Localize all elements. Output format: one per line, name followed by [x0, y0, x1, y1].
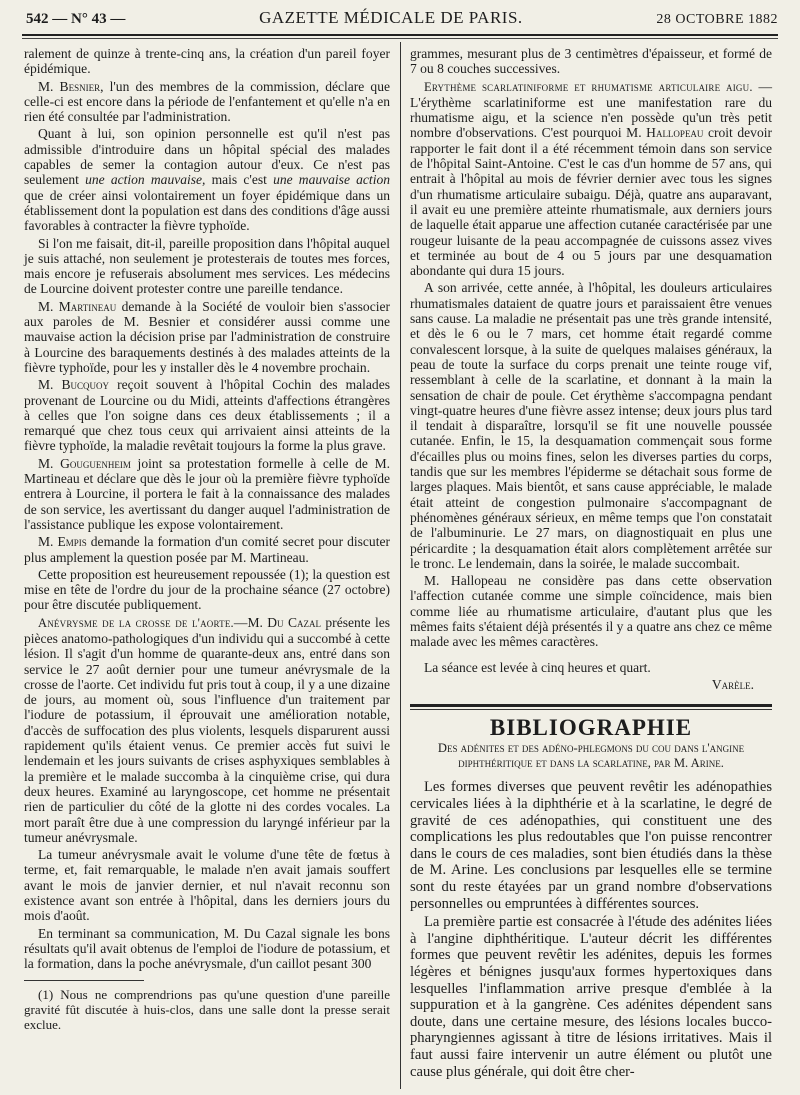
- paragraph-text: joint sa protestation formelle à celle de M. Martineau et déclare que dès le jour où la première fièvre typhoïde entrera à Lourcine, il portera le fait à la connaissance des malades de son service, les avertissant du danger auquel l'administration de l'assistance publique les expose volontairement.: [24, 455, 391, 532]
- paragraph-text: croit devoir rapporter le fait dont il a été récemment témoin dans son service de l'hôpital Saint-Antoine. C'est le cas d'un homme de 57 ans, qui entrait à l'hôpital au mois de février dernier avec tous les signes d'un rhumatisme articulaire subaigu. Déjà, quatre ans auparavant, il avait eu une première atteinte rhumatismale, aux derniers jours de laquelle était apparue une affection cutanée caractérisée par une rougeur luisante de la peau accompagnée de cuissons assez vives et terminée au bout de 4 ou 5 jours par une desquamation abondante qui dura 15 jours.: [410, 125, 772, 279]
- speaker-name: —M. Du Cazal: [233, 614, 321, 630]
- footnote-rule: [24, 980, 144, 981]
- signature: Varèle.: [711, 676, 754, 692]
- section-rule-thin: [410, 709, 772, 710]
- paragraph-text: reçoit souvent à l'hôpital Cochin des malades provenant de Lourcine ou du Midi, atteints d'affections étrangères à celles que l'on soigne dans ces deux établissements ; il a remarqué que chez tous ceux qui arrivaient ainsi atteints de la fièvre typhoïde, la maladie revêtait toujours la forme la plus grave.: [24, 377, 390, 454]
- paragraph: grammes, mesurant plus de 3 centimètres d'épaisseur, et formé de 7 ou 8 couches successives.: [410, 46, 772, 77]
- paragraph-text: Quant à lui, son opinion personnelle est qu'il n'est pas admissible d'introduire dans un hôpital spécial des malades capables de semer la contagion autour d'eux. Ce n'est pas seulement: [24, 126, 390, 188]
- italic-text: une action mauvaise,: [85, 172, 206, 188]
- issue-number: — N° 43 —: [52, 11, 126, 27]
- paragraph: [24, 299, 390, 375]
- bibliography-subtitle: Des adénites et des adéno-phlegmons du cou dans l'angine diphthéritique et dans la scarlatine, par M. Arine.: [437, 741, 745, 771]
- page-number: 542: [26, 11, 49, 27]
- paragraph: La première partie est consacrée à l'étude des adénites liées à l'angine diphthéritique. L'auteur décrit les différentes formes que peuvent revêtir les adénites, depuis les formes légères et bénignes jusqu'aux formes hypertoxiques dans lesquelles l'inflammation arrive presque d'emblée à la suppuration et à la gangrène. Ces adénites dépendent sans doute, dans une certaine mesure, des lésions locales bucco-pharyngiennes agissant à titre de lésions irritatives. Mais il faut aussi faire intervenir un autre élément ou plutôt une cause plus générale, qui doit être cher-: [410, 914, 772, 1080]
- paragraph-text: demande à la Société de vouloir bien s'associer aux paroles de M. Besnier et considérer aussi comme une mauvaise action la décision prise par l'administration de construire à Lourcine des baraquements destinés à des malades atteints de la fièvre typhoïde, pour les y installer dès le 4 novembre prochain.: [24, 298, 390, 375]
- issue-date: 28 OCTOBRE 1882: [656, 12, 778, 27]
- speaker-name: M. Gouguenheim: [38, 455, 131, 471]
- paragraph-text: présente les pièces anatomo-pathologiques d'un individu qui a succombé à cette lésion. Il s'agit d'un homme de quarante-deux ans, entré dans son service le 27 août dernier pour une tumeur anévrysmale de la crosse de l'aorte. Cet individu fut pris tout à coup, il y a une dizaine de jours, au moment où, sous l'influence d'un traitement par l'iodure de potassium, il éprouvait une amélioration notable, d'accès de suffocation des plus violents, lesquels disparurent aussi rapidement qu'ils étaient venus. Ce premier accès fut suivi le lendemain et les jours suivants de crises asphyxiques semblables à la première et le malade succomba à la cinquième crise, qui dura deux heures. Examiné au laryngoscope, cet homme ne présentait rien de particulier du côté de la glotte ni des cordes vocales. La mort paraît être due à une compression du laryngé inférieur par la tumeur anévrysmale.: [24, 614, 390, 845]
- paragraph: Si l'on me faisait, dit-il, pareille proposition dans l'hôpital auquel je suis attaché, non seulement je protesterais de toutes mes forces, mais encore je refuserais absolument mes services. Les médecins de Lourcine doivent protester contre une pareille tendance.: [24, 235, 390, 297]
- paragraph-text: mais c'est: [205, 172, 274, 188]
- speaker-name: M. Bucquoy: [38, 377, 110, 393]
- paragraph-text: l'un des membres de la commission, déclare que celle-ci est encore dans la période de l'enfantement et qu'elle n'a en rien été consultée par l'administration.: [24, 78, 390, 125]
- italic-text: une mauvaise action: [273, 172, 391, 188]
- paragraph-text: — L'érythème scarlatiniforme est une manifestation rare du rhumatisme aigu, et la science n'en possède qu'un très petit nombre d'observations. C'est pourquoi M.: [410, 78, 773, 141]
- paragraph: Les formes diverses que peuvent revêtir les adénopathies cervicales liées à la diphthérie et à la scarlatine, le degré de gravité de ces adénopathies, qui constituent une des complications les plus redoutables que l'on puisse rencontrer dans le cours de ces maladies, sont bien étudiés dans la thèse de M. Arine. Les conclusions par lesquelles elle se termine sont du reste étayées par un grand nombre d'observations personnelles ou empruntées à différentes sources.: [410, 779, 772, 912]
- footnote: (1) Nous ne comprendrions pas qu'une question d'une pareille gravité fût discutée à huis-clos, dans une salle dont la presse serait exclue.: [24, 986, 390, 1032]
- paragraph: Cette proposition est heureusement repoussée (1); la question est mise en tête de l'ordre du jour de la prochaine séance (27 octobre) pour être discutée publiquement.: [24, 566, 390, 613]
- paragraph: [24, 456, 390, 532]
- paragraph: En terminant sa communication, M. Du Cazal signale les bons résultats qu'il avait obtenus de l'emploi de l'iodure de potassium, et la formation, dans la poche anévrysmale, d'un caillot pesant 300: [24, 925, 390, 972]
- bibliography-title: BIBLIOGRAPHIE: [489, 715, 693, 741]
- paragraph: [24, 126, 390, 233]
- paragraph: [24, 377, 390, 453]
- paragraph: [24, 534, 390, 565]
- speaker-name: M. Empis: [38, 534, 87, 550]
- closing-line: La séance est levée à cinq heures et quart.: [424, 659, 651, 675]
- left-column: [24, 46, 390, 1034]
- journal-title: GAZETTE MÉDICALE DE PARIS.: [259, 8, 523, 27]
- header-rule-thin: [22, 38, 778, 39]
- header-rule: [22, 34, 778, 36]
- section-heading: Erythème scarlatiniforme et rhumatisme articulaire aigu.: [424, 79, 753, 94]
- paragraph: [24, 79, 390, 125]
- page-header: [26, 8, 778, 34]
- speaker-name: M. Martineau: [38, 298, 117, 314]
- speaker-name: M. Besnier,: [38, 78, 104, 94]
- paragraph: La tumeur anévrysmale avait le volume d'une tête de fœtus à terme, et, fait remarquable, le malade n'en avait jamais souffert avant le mois de janvier dernier, et nul n'avait reconnu son existence avant son entrée à l'hôpital, dans les derniers jours du mois d'août.: [24, 847, 390, 924]
- paragraph-text: que de créer ainsi volontairement un foyer épidémique dans un établissement dont la population est dans des conditions d'âge aussi favorables à contracter la fièvre typhoïde.: [24, 187, 390, 234]
- section-rule: [410, 704, 772, 707]
- paragraph-text: demande la formation d'un comité secret pour discuter plus amplement la question posée par M. Martineau.: [24, 534, 390, 565]
- page-number-and-issue: [26, 11, 125, 28]
- right-column: [410, 46, 772, 1082]
- paragraph: [24, 615, 390, 845]
- column-divider: [400, 42, 401, 1089]
- paragraph: ralement de quinze à trente-cinq ans, la création d'un pareil foyer épidémique.: [24, 46, 390, 77]
- speaker-name: Hallopeau: [646, 125, 704, 141]
- paragraph: [410, 79, 772, 279]
- paragraph: M. Hallopeau ne considère pas dans cette observation l'affection cutanée comme une simple coïncidence, mais bien comme liée au rhumatisme articulaire, d'autant plus que les mêmes faits s'étaient déjà présentés il y a quatre ans chez ce même malade avec les mêmes caractères.: [410, 573, 772, 650]
- section-heading: Anévrysme de la crosse de l'aorte.: [38, 615, 234, 630]
- paragraph: A son arrivée, cette année, à l'hôpital, les douleurs articulaires rhumatismales dataient de quatre jours et paraissaient être venues sans cause. La maladie ne présentait pas une très grande intensité, et dès le 6 ou le 7 mars, cet homme était regardé comme convalescent lorsque, à la suite de quelques malaises généraux, la peau de toute la surface du corps prenait une teinte rouge vif, ressemblant à celle de la scarlatine, et donnant à la main la sensation de chair de poule. Cet érythème s'accompagna pendant vingt-quatre heures d'une fièvre assez intense; deux jours plus tard il tendait à disparaître, lorsqu'il se fit une nouvelle poussée cutanée. Enfin, le 15, la desquamation commençait sous forme d'écailles plus ou moins fines, selon les diverses parties du corps, tandis que sur les membres l'épiderme se détachait sous forme de larges plaques. Mais bientôt, et sans cause appréciable, le malade était atteint de congestion pulmonaire s'accompagnant de phénomènes généraux sérieux, en même temps que l'on constatait de l'albuminurie. Le 27 mars, on diagnostiquait en plus une péricardite ; la desquamation était alors complètement arrêtée sur le tronc. Le lendemain, dans la soirée, le malade succombait.: [410, 280, 772, 571]
